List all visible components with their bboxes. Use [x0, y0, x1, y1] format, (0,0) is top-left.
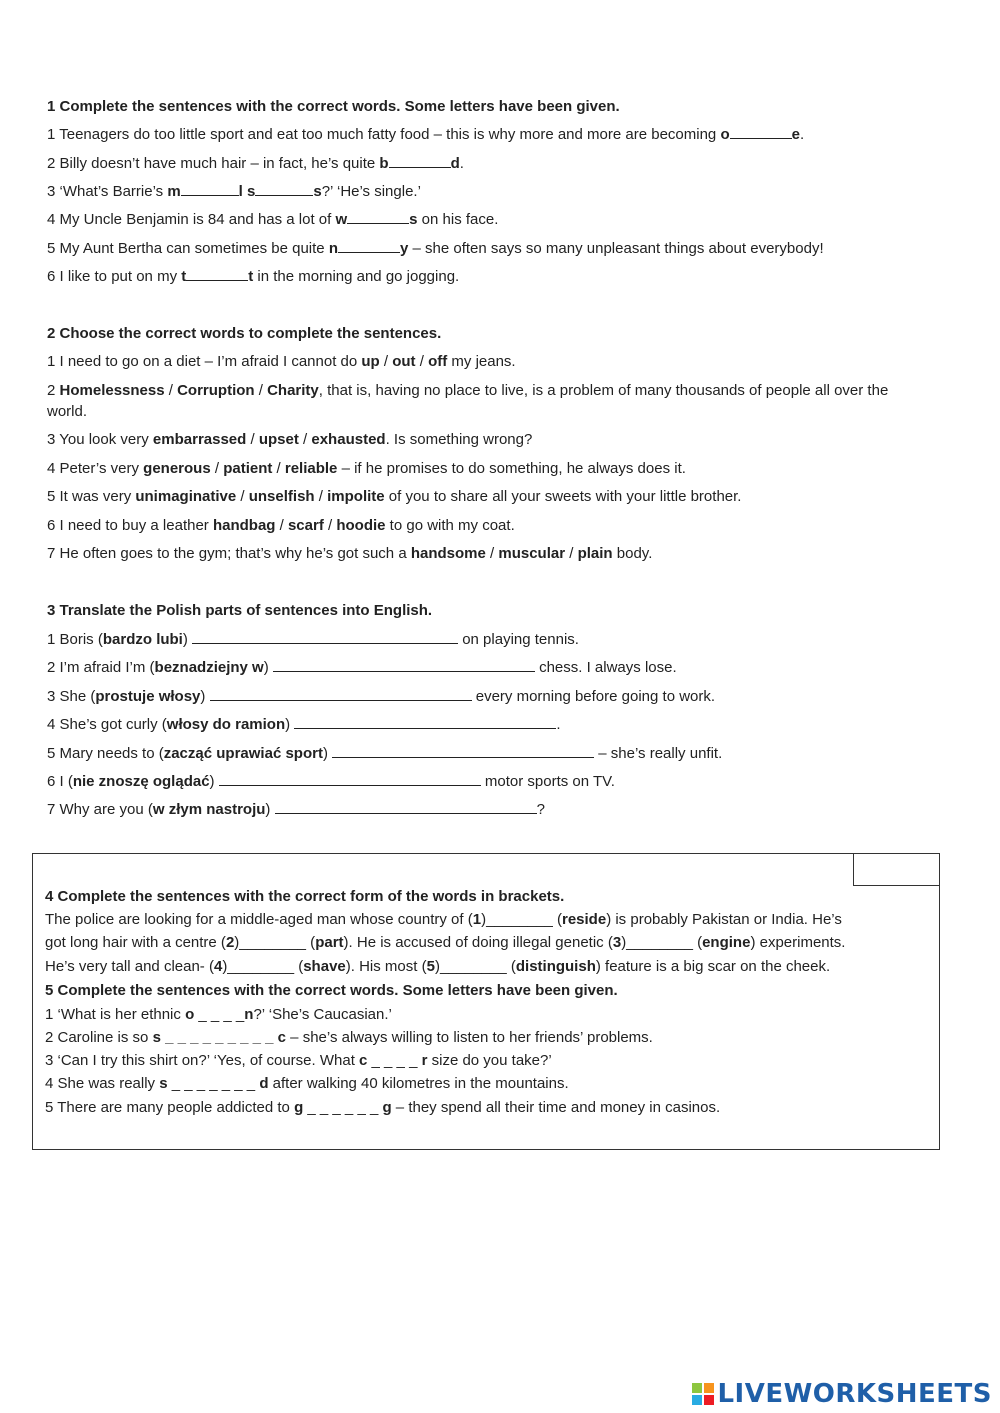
s3-item-6: 6 I (nie znoszę oglądać) motor sports on TV.	[47, 773, 615, 790]
s2-item-5: 5 It was very unimaginative / unselfish / impolite of you to share all your sweets with your little brother.	[47, 488, 742, 505]
s5-item-1: 1 ‘What is her ethnic o _ _ _ _n?’ ‘She’s Caucasian.’	[45, 1006, 392, 1023]
section2-heading: 2 Choose the correct words to complete the sentences.	[47, 325, 442, 342]
s2-item-2: 2 Homelessness / Corruption / Charity, that is, having no place to live, is a problem of many thousands of people all over the world.	[47, 382, 889, 420]
score-box	[853, 853, 940, 886]
s3-item-7: 7 Why are you (w złym nastroju) ?	[47, 801, 545, 818]
answer-blank[interactable]	[186, 267, 248, 281]
s5-item-4: 4 She was really s _ _ _ _ _ _ _ d after walking 40 kilometres in the mountains.	[45, 1075, 569, 1092]
s4-line-2: got long hair with a centre (2)________ (part). He is accused of doing illegal genetic (3)________ (engine) experiments.	[45, 934, 846, 951]
option[interactable]: handbag	[212, 517, 276, 534]
s1-item-5: 5 My Aunt Bertha can sometimes be quite n y – she often says so many unpleasant things about everybody!	[47, 240, 824, 257]
section1-heading: 1 Complete the sentences with the correct words. Some letters have been given.	[47, 98, 620, 115]
answer-blank[interactable]	[275, 800, 537, 814]
section4-heading: 4 Complete the sentences with the correct form of the words in brackets.	[45, 888, 565, 905]
s5-item-2: 2 Caroline is so s _ _ _ _ _ _ _ _ _ c – she’s always willing to listen to her friends’ problems.	[45, 1029, 653, 1046]
s4-line-1: The police are looking for a middle-aged man whose country of (1)________ (reside) is probably Pakistan or India. He’s	[45, 911, 842, 928]
answer-blank[interactable]	[273, 658, 535, 672]
option[interactable]: exhausted	[311, 431, 386, 448]
option[interactable]: muscular	[498, 545, 566, 562]
logo-text: LIVEWORKSHEETS	[717, 1379, 992, 1409]
answer-blank[interactable]	[347, 210, 409, 224]
option[interactable]: scarf	[287, 517, 324, 534]
option[interactable]: patient	[223, 460, 273, 477]
s1-item-4: 4 My Uncle Benjamin is 84 and has a lot of w s on his face.	[47, 211, 499, 228]
s2-item-3: 3 You look very embarrassed / upset / exhausted. Is something wrong?	[47, 431, 533, 448]
option[interactable]: off	[428, 353, 448, 370]
section3-heading: 3 Translate the Polish parts of sentences into English.	[47, 602, 433, 619]
option[interactable]: Homelessness	[59, 382, 165, 399]
s1-item-1: 1 Teenagers do too little sport and eat too much fatty food – this is why more and more are becoming o e.	[47, 126, 805, 143]
answer-blank[interactable]	[730, 125, 792, 139]
option[interactable]: out	[392, 353, 416, 370]
s1-item-3: 3 ‘What’s Barrie’s m l s s?’ ‘He’s single.’	[47, 183, 421, 200]
section5-heading: 5 Complete the sentences with the correct words. Some letters have been given.	[45, 982, 618, 999]
s5-item-3: 3 ‘Can I try this shirt on?’ ‘Yes, of course. What c _ _ _ _ r size do you take?’	[45, 1052, 552, 1069]
option[interactable]: up	[361, 353, 380, 370]
option[interactable]: unimaginative	[135, 488, 237, 505]
s3-item-3: 3 She (prostuje włosy) every morning before going to work.	[47, 688, 716, 705]
answer-blank[interactable]	[192, 630, 458, 644]
answer-blank[interactable]	[389, 154, 451, 168]
answer-blank[interactable]	[210, 687, 472, 701]
s1-item-6: 6 I like to put on my t t in the morning and go jogging.	[47, 268, 460, 285]
s2-item-1: 1 I need to go on a diet – I’m afraid I cannot do up / out / off my jeans.	[47, 353, 516, 370]
liveworksheets-logo[interactable]	[692, 1379, 992, 1409]
answer-blank[interactable]	[294, 715, 556, 729]
answer-blank[interactable]	[181, 182, 239, 196]
s2-item-6: 6 I need to buy a leather handbag / scarf / hoodie to go with my coat.	[47, 517, 515, 534]
option[interactable]: plain	[577, 545, 613, 562]
option[interactable]: handsome	[410, 545, 486, 562]
s3-item-1: 1 Boris (bardzo lubi) on playing tennis.	[47, 631, 579, 648]
s3-item-5: 5 Mary needs to (zacząć uprawiać sport) – she’s really unfit.	[47, 745, 723, 762]
option[interactable]: embarrassed	[152, 431, 247, 448]
s5-item-5: 5 There are many people addicted to g _ _ _ _ _ _ g – they spend all their time and money in casinos.	[45, 1099, 721, 1116]
answer-blank[interactable]	[255, 182, 313, 196]
option[interactable]: impolite	[327, 488, 385, 505]
s2-item-4: 4 Peter’s very generous / patient / reliable – if he promises to do something, he always does it.	[47, 460, 686, 477]
option[interactable]: Corruption	[177, 382, 255, 399]
s3-item-4: 4 She’s got curly (włosy do ramion) .	[47, 716, 561, 733]
s4-line-3: He’s very tall and clean- (4)________ (shave). His most (5)________ (distinguish) feature is a big scar on the cheek.	[45, 958, 831, 975]
s3-item-2: 2 I’m afraid I’m (beznadziejny w) chess. I always lose.	[47, 659, 677, 676]
option[interactable]: upset	[258, 431, 299, 448]
option[interactable]: hoodie	[336, 517, 386, 534]
option[interactable]: generous	[143, 460, 211, 477]
s1-item-2: 2 Billy doesn’t have much hair – in fact, he’s quite b d.	[47, 155, 464, 172]
answer-blank[interactable]	[332, 744, 594, 758]
answer-blank[interactable]	[219, 772, 481, 786]
answer-blank[interactable]	[338, 239, 400, 253]
option[interactable]: reliable	[284, 460, 338, 477]
s2-item-7: 7 He often goes to the gym; that’s why he’s got such a handsome / muscular / plain body.	[47, 545, 653, 562]
logo-squares-icon	[692, 1383, 714, 1405]
option[interactable]: unselfish	[248, 488, 315, 505]
option[interactable]: Charity	[267, 382, 319, 399]
